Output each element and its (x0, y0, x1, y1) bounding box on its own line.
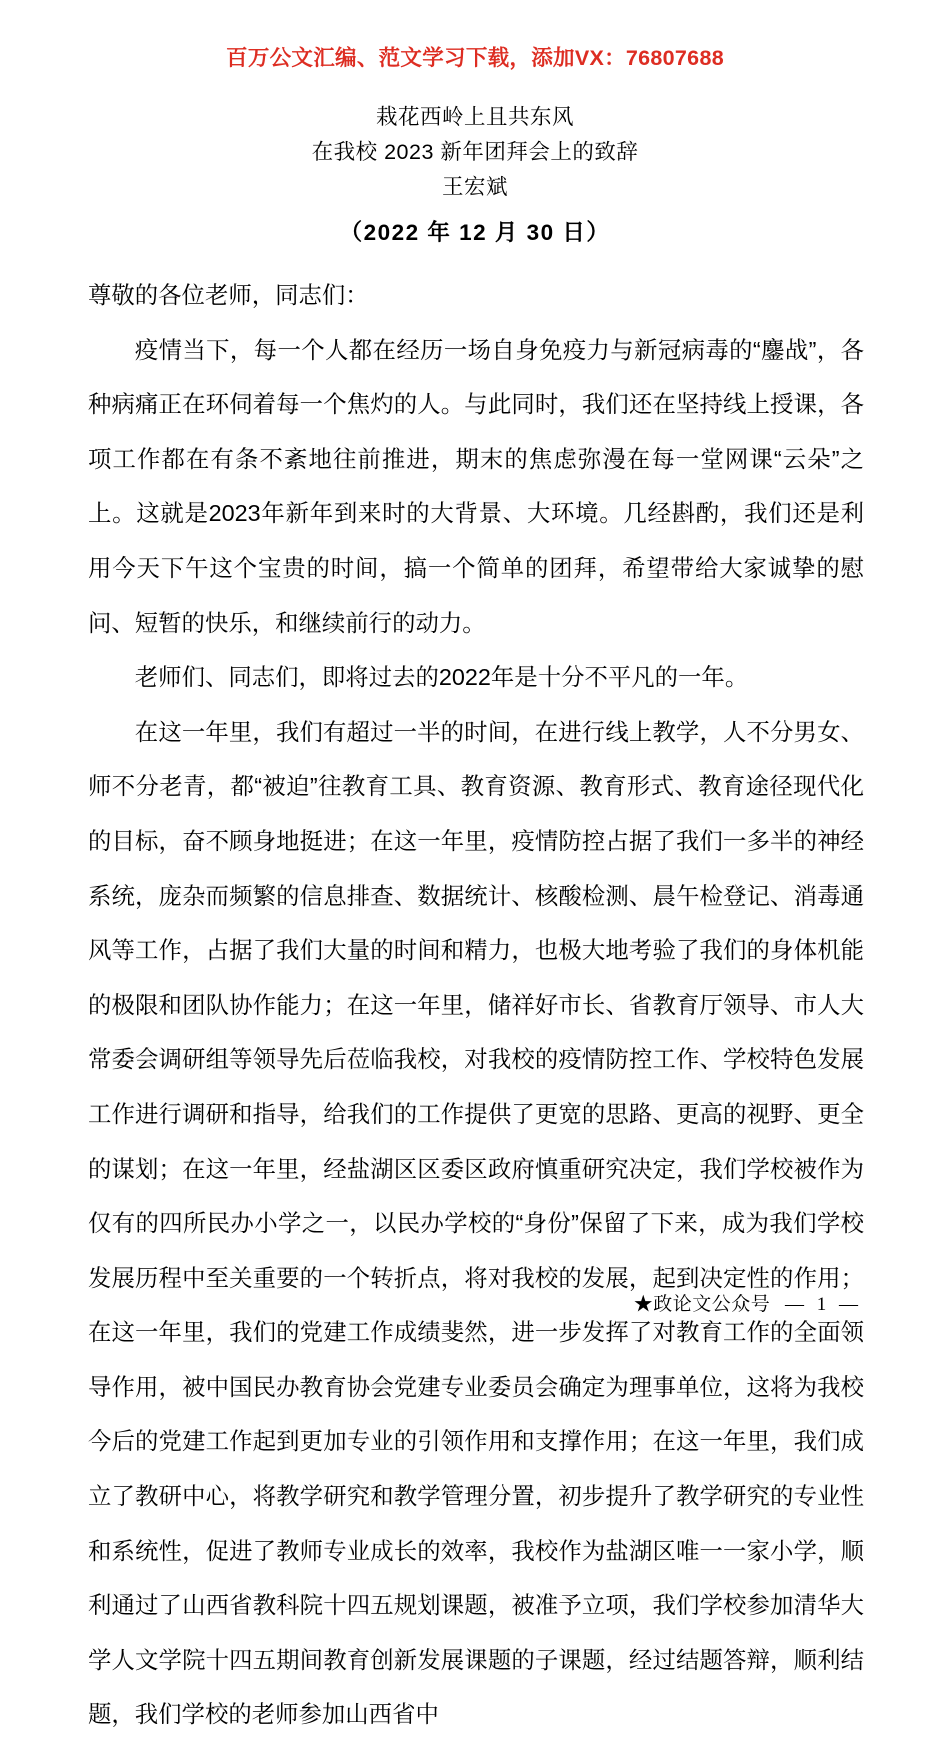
title-line-main: 栽花西岭上且共东风 (375, 105, 574, 129)
promo-header-text: 百万公文汇编、范文学习下载，添加VX：76807688 (226, 46, 724, 70)
title-line-date: （2022 年 12 月 30 日） (339, 220, 611, 245)
title-line-author: 王宏斌 (441, 175, 508, 199)
document-body (88, 268, 864, 1742)
title-line-subtitle: 在我校 2023 新年团拜会上的致辞 (311, 140, 639, 164)
page-footer (0, 1289, 950, 1316)
paragraph-3: 在这一年里，我们有超过一半的时间，在进行线上教学，人不分男女、师不分老青，都“被迫”往教育工具、教育资源、教育形式、教育途径现代化的目标，奋不顾身地挺进；在这一年里，疫情防控占据了我们一多半的神经系统，庞杂而频繁的信息排查、数据统计、核酸检测、晨午检登记、消毒通风等工作，占据了我们大量的时间和精力，也极大地考验了我们的身体机能的极限和团队协作能力；在这一年里，储祥好市长、省教育厅领导、市人大常委会调研组等领导先后莅临我校，对我校的疫情防控工作、学校特色发展工作进行调研和指导，给我们的工作提供了更宽的思路、更高的视野、更全的谋划；在这一年里，经盐湖区区委区政府慎重研究决定，我们学校被作为仅有的四所民办小学之一，以民办学校的“身份”保留了下来，成为我们学校发展历程中至关重要的一个转折点，将对我校的发展，起到决定性的作用；在这一年里，我们的党建工作成绩斐然，进一步发挥了对教育工作的全面领导作用，被中国民办教育协会党建专业委员会确定为理事单位，这将为我校今后的党建工作起到更加专业的引领作用和支撑作用；在这一年里，我们成立了教研中心，将教学研究和教学管理分置，初步提升了教学研究的专业性和系统性，促进了教师专业成长的效率，我校作为盐湖区唯一一家小学，顺利通过了山西省教科院十四五规划课题，被准予立项，我们学校参加清华大学人文学院十四五期间教育创新发展课题的子课题，经过结题答辩，顺利结题，我们学校的老师参加山西省中 (88, 718, 864, 1728)
document-title-block (0, 100, 950, 253)
paragraph-salutation: 尊敬的各位老师，同志们： (88, 282, 369, 308)
page-number: — 1 — (785, 1294, 862, 1315)
footer-watermark-stamp: ★政论文公众号 (633, 1294, 771, 1315)
paragraph-1: 疫情当下，每一个人都在经历一场自身免疫力与新冠病毒的“鏖战”，各种病痛正在环伺着每一个焦灼的人。与此同时，我们还在坚持线上授课，各项工作都在有条不紊地往前推进，期末的焦虑弥漫在每一堂网课“云朵”之上。这就是2023年新年到来时的大背景、大环境。几经斟酌，我们还是利用今天下午这个宝贵的时间，搞一个简单的团拜，希望带给大家诚挚的慰问、短暂的快乐，和继续前行的动力。 (88, 336, 864, 636)
paragraph-2: 老师们、同志们，即将过去的2022年是十分不平凡的一年。 (134, 664, 749, 691)
